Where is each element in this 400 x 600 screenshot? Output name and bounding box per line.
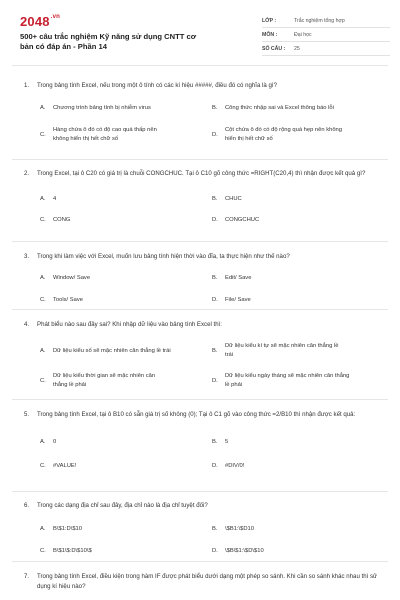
question-text — [24, 410, 374, 420]
option-text: B\$1:D\$10 — [53, 525, 83, 532]
meta-value: 25 — [294, 45, 300, 52]
option-text: Edit/ Save — [225, 274, 252, 281]
option-letter: D. — [212, 217, 218, 223]
option-letter: C. — [40, 296, 46, 303]
option-letter: B. — [212, 105, 218, 111]
option-c[interactable] — [40, 210, 212, 231]
option-text: 5 — [225, 438, 229, 445]
option-c[interactable] — [40, 540, 212, 562]
question-prompt: Trong bảng tính Excel, tại ô B10 có sẵn giá trị số không (0); Tại ô C1 gõ vào công thức =2/B10 thì nhận được kết quả: — [37, 411, 356, 418]
option-d[interactable] — [212, 454, 384, 478]
meta-row-subject — [262, 28, 390, 42]
option-b[interactable] — [212, 430, 384, 454]
question-text — [24, 320, 388, 330]
question-5 — [12, 400, 388, 492]
option-letter: D. — [212, 131, 218, 138]
option-c[interactable] — [40, 289, 212, 311]
option-a[interactable] — [40, 430, 212, 454]
option-b[interactable] — [212, 189, 384, 210]
options-list — [24, 518, 388, 562]
meta-label: MÔN : — [262, 31, 278, 38]
option-c[interactable] — [40, 454, 212, 478]
option-text: #VALUE! — [53, 462, 77, 469]
document-meta — [262, 14, 390, 56]
options-list — [24, 100, 388, 148]
option-letter: B. — [212, 196, 218, 202]
question-text — [24, 81, 388, 91]
option-letter: D. — [212, 377, 218, 384]
option-text: File/ Save — [225, 296, 251, 303]
logo-text: 2048 — [20, 14, 50, 29]
question-prompt: Trong Excel, tại ô C20 có giá trị là chuỗi CONGCHUC. Tại ô C10 gõ công thức =RIGHT(C20,4) thì nhận được kết quả gì? — [37, 170, 366, 177]
option-text: Dữ liệu kiểu thời gian sẽ mặc nhiên căn thẳng lề phải — [53, 373, 156, 388]
option-text: #DIV/0! — [225, 462, 245, 469]
option-a[interactable] — [40, 189, 212, 210]
question-prompt: Phát biểu nào sau đây sai? Khi nhập dữ liệu vào bảng tính Excel thì: — [37, 321, 222, 328]
question-text — [24, 252, 388, 262]
option-b[interactable] — [212, 267, 384, 289]
question-3 — [12, 242, 388, 310]
option-letter: A. — [40, 274, 46, 281]
question-number: 5. — [24, 411, 30, 418]
option-text: 0 — [53, 438, 57, 445]
option-letter: A. — [40, 105, 46, 111]
meta-label: SỐ CÂU : — [262, 45, 286, 52]
options-list — [24, 189, 388, 231]
option-text: 4 — [53, 196, 57, 202]
options-list — [24, 336, 388, 396]
option-text: Cột chứa ô đó có độ rộng quá hẹp nên không hiển thị hết chữ số — [225, 127, 343, 142]
options-list — [24, 430, 388, 478]
meta-value: Trắc nghiệm tổng hợp — [294, 17, 345, 24]
option-c[interactable] — [40, 366, 212, 396]
question-prompt: Trong các dạng địa chỉ sau đây, địa chỉ nào là địa chỉ tuyệt đối? — [37, 502, 208, 509]
option-text: CONGCHUC — [225, 217, 260, 223]
question-prompt: Trong khi làm việc với Excel, muốn lưu bảng tính hiện thời vào đĩa, ta thực hiện như thế nào? — [37, 253, 290, 260]
option-text: Chương trình bảng tính bị nhiễm virus — [53, 105, 151, 111]
option-c[interactable] — [40, 122, 212, 148]
option-letter: D. — [212, 296, 218, 303]
question-2 — [12, 160, 388, 242]
option-a[interactable] — [40, 100, 212, 117]
question-prompt: Trong bảng tính Excel, điều kiện trong hàm IF được phát biểu dưới dạng một phép so sánh. Khi cần so sánh khác nhau thì sử dụng kí hiệu nào? — [37, 573, 378, 590]
option-text: Tools/ Save — [53, 296, 83, 303]
option-letter: B. — [212, 274, 218, 281]
logo-suffix: .vn — [50, 14, 61, 20]
question-prompt: Trong bảng tính Excel, nếu trong một ô tính có các kí hiệu #####, điều đó có nghĩa là gì? — [37, 82, 277, 89]
option-letter: D. — [212, 547, 218, 554]
option-text: B\$1\$:D\$10\$ — [53, 547, 92, 554]
question-text — [24, 572, 382, 592]
option-b[interactable] — [212, 336, 384, 366]
option-letter: C. — [40, 377, 46, 384]
meta-row-count — [262, 42, 390, 56]
option-a[interactable] — [40, 336, 212, 366]
option-a[interactable] — [40, 267, 212, 289]
option-b[interactable] — [212, 100, 384, 117]
option-text: Dữ liệu kiểu ngày tháng sẽ mặc nhiên căn thẳng lề phải — [225, 373, 350, 388]
option-letter: C. — [40, 131, 46, 138]
option-letter: B. — [212, 525, 218, 532]
question-1 — [12, 66, 388, 160]
option-d[interactable] — [212, 540, 384, 562]
option-text: Hàng chứa ô đó có độ cao quá thấp nên không hiển thị hết chữ số — [53, 127, 157, 142]
option-letter: A. — [40, 438, 46, 445]
question-number: 1. — [24, 82, 30, 89]
option-letter: A. — [40, 347, 46, 354]
question-7 — [12, 562, 388, 600]
question-4 — [12, 310, 388, 400]
meta-value: Đại học — [294, 31, 312, 38]
question-number: 3. — [24, 253, 30, 260]
options-list — [24, 267, 388, 311]
option-letter: B. — [212, 347, 218, 354]
option-text: Công thức nhập sai và Excel thông báo lỗi — [225, 105, 334, 111]
question-text — [24, 501, 388, 511]
question-number: 6. — [24, 502, 30, 509]
option-letter: C. — [40, 547, 46, 554]
option-letter: A. — [40, 196, 46, 202]
document-header — [12, 0, 388, 66]
question-number: 7. — [24, 573, 30, 580]
option-letter: C. — [40, 462, 46, 469]
option-letter: A. — [40, 525, 46, 532]
option-a[interactable] — [40, 518, 212, 540]
option-d[interactable] — [212, 210, 384, 231]
option-text: Dữ liệu kiểu số sẽ mặc nhiên căn thẳng lề trái — [53, 347, 171, 354]
page-title: 500+ câu trắc nghiệm Kỹ năng sử dụng CNTT cơ bản có đáp án - Phần 14 — [20, 32, 197, 51]
option-text: CHUC — [225, 196, 242, 202]
option-letter: B. — [212, 438, 218, 445]
option-text: \$B\$1:\$D\$10 — [225, 547, 264, 554]
option-d[interactable] — [212, 122, 384, 148]
option-text: Dữ liệu kiểu kí tự sẽ mặc nhiên căn thẳng lề trái — [225, 343, 339, 358]
option-text: CONG — [53, 217, 71, 223]
option-letter: C. — [40, 217, 46, 223]
question-text — [24, 169, 379, 179]
option-d[interactable] — [212, 289, 384, 311]
meta-row-class — [262, 14, 390, 28]
option-letter: D. — [212, 462, 218, 469]
option-text: \$B1:\$D10 — [225, 525, 255, 532]
question-number: 2. — [24, 170, 30, 177]
question-number: 4. — [24, 321, 30, 328]
site-logo[interactable] — [20, 14, 60, 29]
question-6 — [12, 492, 388, 562]
option-b[interactable] — [212, 518, 384, 540]
meta-label: LỚP : — [262, 17, 277, 24]
option-text: Window/ Save — [53, 274, 91, 281]
option-d[interactable] — [212, 366, 384, 396]
